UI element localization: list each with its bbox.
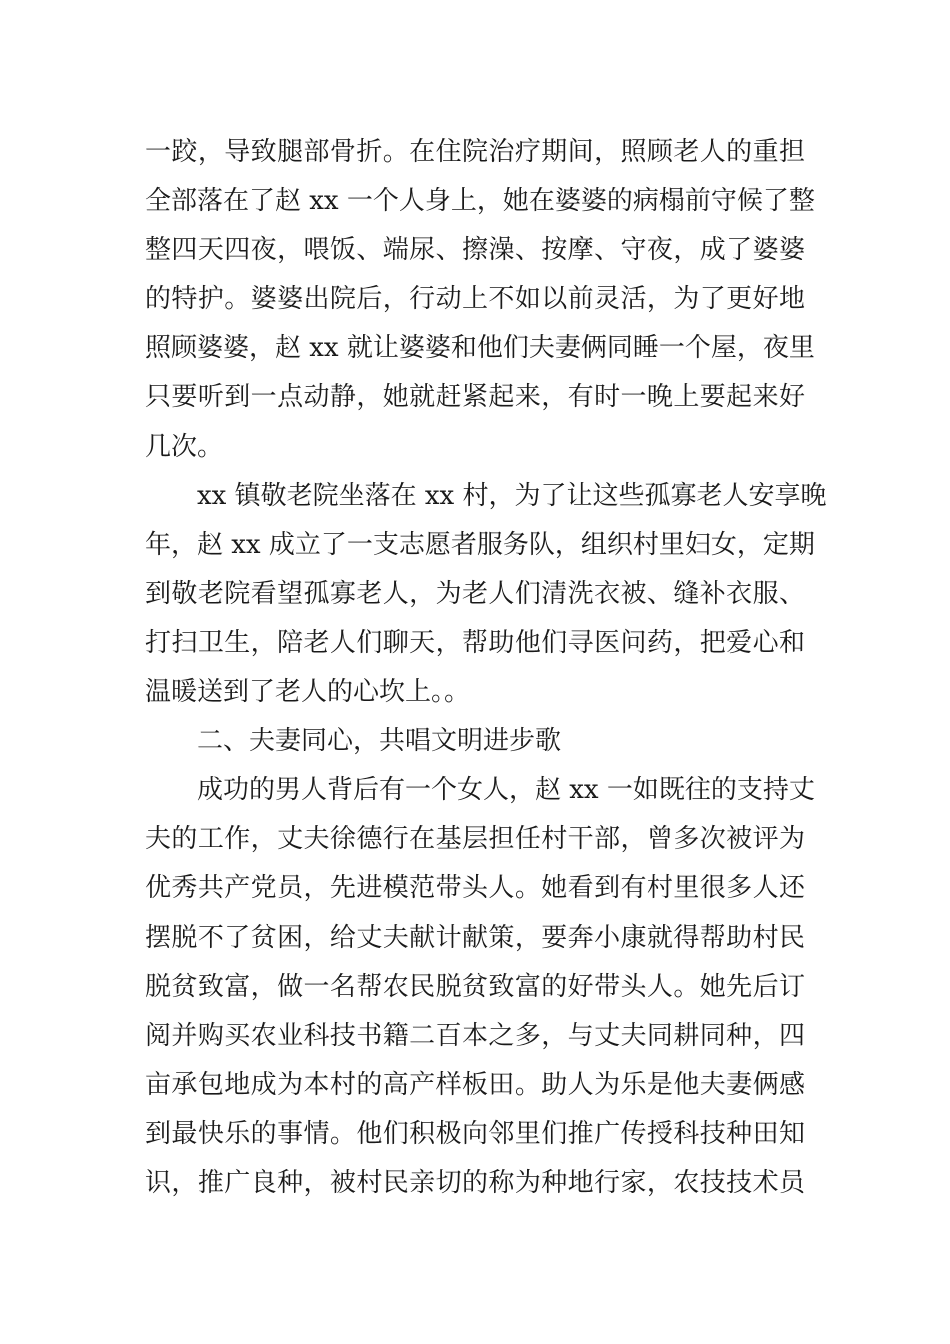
text-line: 年，赵 xx 成立了一支志愿者服务队，组织村里妇女，定期 xyxy=(145,529,815,560)
text-line: 亩承包地成为本村的高产样板田。助人为乐是他夫妻俩感 xyxy=(145,1069,805,1100)
text-line: 到最快乐的事情。他们积极向邻里们推广传授科技种田知 xyxy=(145,1118,805,1149)
section-heading: 二、夫妻同心，共唱文明进步歌 xyxy=(197,726,562,757)
text-line: 全部落在了赵 xx 一个人身上，她在婆婆的病榻前守候了整 xyxy=(145,186,815,217)
text-line: 优秀共产党员，先进模范带头人。她看到有村里很多人还 xyxy=(145,873,805,904)
text-line: 只要听到一点动静，她就赶紧起来，有时一晚上要起来好 xyxy=(145,382,805,413)
text-line: 识，推广良种，被村民亲切的称为种地行家，农技技术员 xyxy=(145,1167,805,1198)
text-line: 成功的男人背后有一个女人，赵 xx 一如既往的支持丈 xyxy=(197,775,815,806)
body-text xyxy=(145,128,827,1208)
text-line: 到敬老院看望孤寡老人，为老人们清洗衣被、缝补衣服、 xyxy=(145,578,805,609)
text-line: 摆脱不了贫困，给丈夫献计献策，要奔小康就得帮助村民 xyxy=(145,922,805,953)
text-line: 脱贫致富，做一名帮农民脱贫致富的好带头人。她先后订 xyxy=(145,971,805,1002)
text-line: 阅并购买农业科技书籍二百本之多，与丈夫同耕同种，四 xyxy=(145,1020,805,1051)
text-line: 的特护。婆婆出院后，行动上不如以前灵活，为了更好地 xyxy=(145,284,805,315)
text-line: 整四天四夜，喂饭、端尿、擦澡、按摩、守夜，成了婆婆 xyxy=(145,235,805,266)
text-line: xx 镇敬老院坐落在 xx 村，为了让这些孤寡老人安享晚 xyxy=(197,480,827,511)
text-line: 打扫卫生，陪老人们聊天，帮助他们寻医问药，把爱心和 xyxy=(145,627,805,658)
text-line: 温暖送到了老人的心坎上。。 xyxy=(145,677,471,708)
text-line: 照顾婆婆，赵 xx 就让婆婆和他们夫妻俩同睡一个屋，夜里 xyxy=(145,333,815,364)
text-line: 几次。 xyxy=(145,431,224,462)
text-line: 夫的工作，丈夫徐德行在基层担任村干部，曾多次被评为 xyxy=(145,824,805,855)
text-line: 一跤，导致腿部骨折。在住院治疗期间，照顾老人的重担 xyxy=(145,137,805,167)
